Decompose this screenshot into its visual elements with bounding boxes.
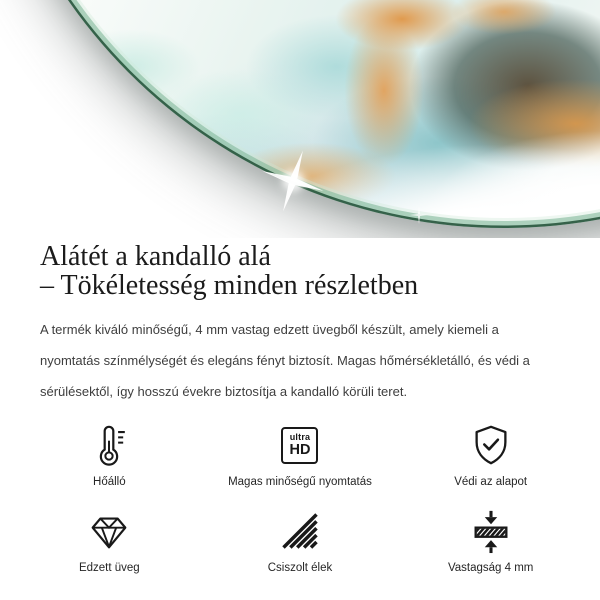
thermometer-icon <box>86 422 132 468</box>
polished-edges-icon <box>278 508 322 554</box>
product-description: A termék kiváló minőségű, 4 mm vastag edzett üvegből készült, amely kiemeli a nyomtatás színmélységét és elegáns fényt biztosít. Magas hőmérsékletálló, és védi a sérülésektől, így hosszú évekre biztosítja a kandalló körüli teret. <box>40 322 530 399</box>
feature-print-quality <box>205 422 396 488</box>
feature-protects-base <box>395 422 586 488</box>
ultra-hd-icon <box>281 427 318 464</box>
shield-check-icon <box>468 422 514 468</box>
ultra-hd-top-text: ultra <box>289 431 311 442</box>
title-line-2: – Tökéletesség minden részletben <box>40 270 419 301</box>
marble-glass-pattern <box>0 0 600 238</box>
product-hero-image <box>0 0 600 238</box>
diamond-icon <box>86 508 132 554</box>
feature-label: Védi az alapot <box>454 476 528 488</box>
feature-label: Edzett üveg <box>78 562 140 574</box>
thickness-icon <box>468 508 514 554</box>
feature-label: Csiszolt élek <box>267 562 333 574</box>
content-area <box>0 242 600 407</box>
feature-polished-edges <box>205 508 396 574</box>
feature-thickness <box>395 508 586 574</box>
ultra-hd-bottom-text: HD <box>289 441 311 458</box>
feature-label: Hőálló <box>93 476 126 488</box>
feature-tempered-glass <box>14 508 205 574</box>
title-line-1: Alátét a kandalló alá <box>40 241 271 272</box>
feature-label: Magas minőségű nyomtatás <box>228 476 372 488</box>
page-title <box>40 242 560 300</box>
feature-label: Vastagság 4 mm <box>447 562 534 574</box>
feature-grid <box>0 422 600 574</box>
feature-heat-resistant <box>14 422 205 488</box>
